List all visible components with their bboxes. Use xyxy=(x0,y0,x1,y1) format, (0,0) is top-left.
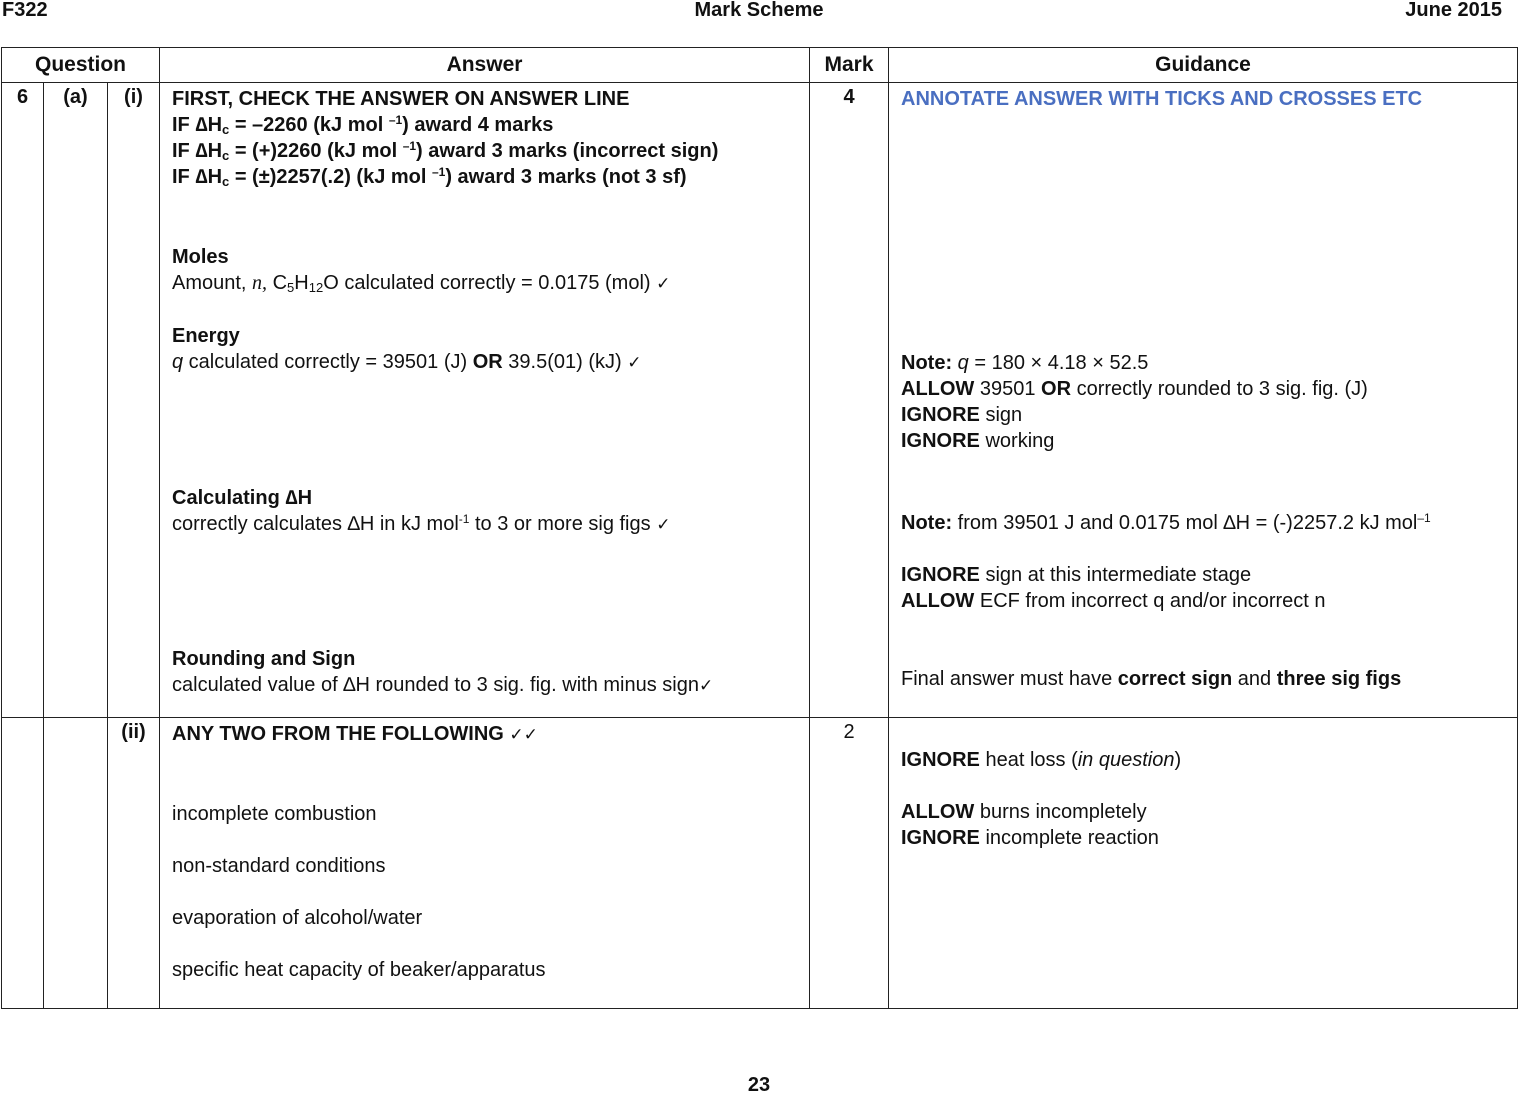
header-date: June 2015 xyxy=(1405,0,1502,21)
check-instruction: FIRST, CHECK THE ANSWER ON ANSWER LINE xyxy=(172,88,630,110)
question-subpart: (ii) xyxy=(108,718,160,1009)
table-header-row xyxy=(2,48,1518,83)
calc-text: correctly calculates ∆H in kJ mol$^{-1}$ to 3 or more sig figs ✓ xyxy=(172,512,671,535)
answer-cell xyxy=(160,83,810,718)
table-row xyxy=(2,718,1518,1009)
column-header-question: Question xyxy=(2,48,160,83)
list-item: evaporation of alcohol/water xyxy=(172,907,423,929)
round-text: calculated value of ∆H rounded to 3 sig. fig. with minus sign✓ xyxy=(172,674,714,696)
energy-text: q calculated correctly = 39501 (J) OR 39.5(01) (kJ) ✓ xyxy=(172,351,642,373)
mark-value: 2 xyxy=(810,718,889,1009)
guidance-cell xyxy=(889,718,1518,1009)
tick-icon: ✓ xyxy=(656,515,671,535)
guidance-note-dh: Note: from 39501 J and 0.0175 mol ∆H = (-)2257.2 kJ mol$^{-1}$ xyxy=(901,511,1431,534)
guidance-allow-39501: ALLOW 39501 OR correctly rounded to 3 sig. fig. (J) xyxy=(901,378,1368,400)
mark-scheme-table xyxy=(1,47,1518,1009)
header-title: Mark Scheme xyxy=(694,0,824,21)
list-item: incomplete combustion xyxy=(172,803,377,825)
list-item: specific heat capacity of beaker/apparatus xyxy=(172,959,546,981)
award-line-3: IF $\Delta H_c = (\pm)2257(.2)$ (kJ mol $^{-1}$) award 3 marks (not 3 sf) xyxy=(172,165,687,189)
list-item: non-standard conditions xyxy=(172,855,386,877)
guidance-ignore-heat-loss: IGNORE heat loss (in question) xyxy=(901,749,1182,771)
double-tick-icon: ✓✓ xyxy=(509,725,538,745)
award-line-2: IF $\Delta H_c = (+)2260$ (kJ mol $^{-1}$) award 3 marks (incorrect sign) xyxy=(172,139,719,163)
moles-heading: Moles xyxy=(172,246,229,268)
answer-cell xyxy=(160,718,810,1009)
annotate-instruction: ANNOTATE ANSWER WITH TICKS AND CROSSES ETC xyxy=(901,88,1423,110)
guidance-cell xyxy=(889,83,1518,718)
column-header-guidance: Guidance xyxy=(889,48,1518,83)
guidance-allow-ecf: ALLOW ECF from incorrect q and/or incorrect n xyxy=(901,590,1326,612)
column-header-answer: Answer xyxy=(160,48,810,83)
empty-cell xyxy=(44,718,108,1009)
mark-value: 4 xyxy=(810,83,889,718)
moles-text: Amount, n, $C_5H_{12}O$ calculated correctly = 0.0175 (mol) ✓ xyxy=(172,272,671,295)
award-line-1: IF $\Delta H_c = -2260$ (kJ mol $^{-1}$) award 4 marks xyxy=(172,113,554,137)
guidance-ignore-stage: IGNORE sign at this intermediate stage xyxy=(901,564,1252,586)
calc-heading: Calculating ∆H xyxy=(172,487,313,509)
page-number: 23 xyxy=(747,1074,771,1096)
tick-icon: ✓ xyxy=(627,353,642,373)
any-two-heading: ANY TWO FROM THE FOLLOWING ✓✓ xyxy=(172,723,538,745)
guidance-note-q: Note: q = 180 × 4.18 × 52.5 xyxy=(901,352,1149,374)
guidance-ignore-sign: IGNORE sign xyxy=(901,404,1023,426)
empty-cell xyxy=(2,718,44,1009)
tick-icon: ✓ xyxy=(656,274,671,294)
energy-heading: Energy xyxy=(172,325,240,347)
table-row xyxy=(2,83,1518,718)
header-code: F322 xyxy=(2,0,48,21)
guidance-ignore-working: IGNORE working xyxy=(901,430,1055,452)
guidance-allow-burns: ALLOW burns incompletely xyxy=(901,801,1147,823)
guidance-ignore-incomplete: IGNORE incomplete reaction xyxy=(901,827,1159,849)
question-number: 6 xyxy=(2,83,44,718)
question-subpart: (i) xyxy=(108,83,160,718)
tick-icon: ✓ xyxy=(698,676,714,696)
column-header-mark: Mark xyxy=(810,48,889,83)
round-heading: Rounding and Sign xyxy=(172,648,356,670)
guidance-final-answer: Final answer must have correct sign and three sig figs xyxy=(901,668,1402,690)
question-part: (a) xyxy=(44,83,108,718)
